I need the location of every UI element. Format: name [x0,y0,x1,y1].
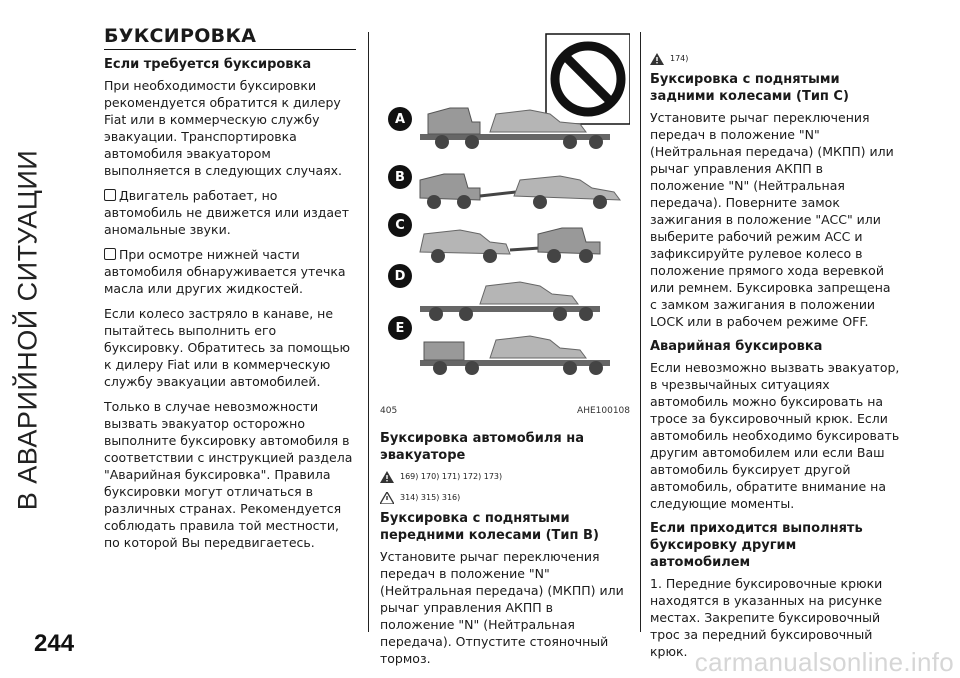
subheading-tow-truck: Буксировка автомобиля на эвакуаторе [380,431,584,463]
subheading-towing-required: Если требуется буксировка [104,57,312,72]
column-divider [368,32,369,632]
bullet-item: Двигатель работает, но автомобиль не движется или издает аномальные звуки. [104,188,350,237]
tow-scenario-e [420,336,610,375]
subheading-emergency-towing: Аварийная буксировка [650,339,823,354]
column-2 [380,32,630,675]
warning-references: 169) 170) 171) 172) 173) [380,468,630,485]
figure-label-b: B [388,165,412,189]
warning-triangle-icon [380,471,394,483]
warning-triangle-icon [650,53,664,65]
subheading-towing-by-vehicle: Если приходится выполнять буксировку другим автомобилем [650,521,863,570]
tow-scenario-d [420,282,600,321]
caution-triangle-icon [380,492,394,504]
column-divider [640,32,641,632]
subheading-type-b: Буксировка с поднятыми передними колесами (Тип B) [380,511,599,543]
column-3 [650,46,900,668]
figure-label-c: C [388,213,412,237]
column-1 [104,25,356,559]
paragraph: Только в случае невозможности вызвать эвакуатор осторожно выполните буксировку автомобиля в соответствии с инструкцией раздела "Аварийная буксировка". Правила буксировки могут отличаться в различных странах. Рекомендуется соблюдать правила той местности, по которой Вы передвигаетесь. [104,399,353,550]
figure-label-a: A [388,107,412,131]
checkbox-icon [104,248,116,260]
caution-references: 314) 315) 316) [380,489,630,506]
figure-caption [380,403,630,420]
prohibited-sign-icon [546,34,630,124]
paragraph: При необходимости буксировки рекомендуется обратится к дилеру Fiat или в коммерческую службу эвакуации. Транспортировка автомобиля эвакуатором выполняется в следующих случаях. [104,78,342,178]
section-title: БУКСИРОВКА [104,28,356,50]
tow-scenario-c [420,228,600,263]
paragraph: Если колесо застряло в канаве, не пытайтесь выполнить его буксировку. Обратитесь за помощью к дилеру Fiat или в коммерческую службу эвакуации автомобилей. [104,306,351,389]
paragraph: 1. Передние буксировочные крюки находятся в указанных на рисунке местах. Закрепите буксировочный трос за передний буксировочный крюк. [650,576,883,659]
paragraph: Установите рычаг переключения передач в положение "N" (Нейтральная передача) (МКПП) или рычаг управления АКПП в положение "N" (Нейтральная передача). Поверните замок зажигания в положение "ACC" или выберите рабочий режим ACC и зафиксируйте рулевое колесо в положение прямого хода веревкой или ремнем. Буксировка запрещена с замком зажигания в положении LOCK или в рабочем режиме OFF. [650,110,894,329]
towing-illustration [380,32,630,397]
towing-figure [380,32,630,397]
figure-label-e: E [388,316,412,340]
sidebar-chapter-title: В АВАРИЙНОЙ СИТУАЦИИ [12,149,43,511]
paragraph: Если невозможно вызвать эвакуатор, в чрезвычайных ситуациях автомобиль можно буксировать на тросе за буксировочный крюк. Если автомобиль необходимо буксировать другим автомобилем или если Ваш автомобиль буксирует другой автомобиль, обратите внимание на следующие моменты. [650,360,900,511]
tow-scenario-b [420,174,620,209]
figure-code: AHE100108 [577,406,630,416]
figure-label-d: D [388,264,412,288]
bullet-item: При осмотре нижней части автомобиля обнаруживается утечка масла или других жидкостей. [104,247,346,296]
paragraph: Установите рычаг переключения передач в положение "N" (Нейтральная передача) (МКПП) или рычаг управления АКПП в положение "N" (Нейтральная передача). Отпустите стояночный тормоз. [380,549,624,666]
checkbox-icon [104,189,116,201]
warning-references: 174) [650,50,900,67]
page-number: 244 [34,630,75,657]
watermark-url: carmanualsonline.info [694,647,954,677]
figure-number: 405 [380,406,398,416]
subheading-type-c: Буксировка с поднятыми задними колесами (Тип C) [650,72,849,104]
